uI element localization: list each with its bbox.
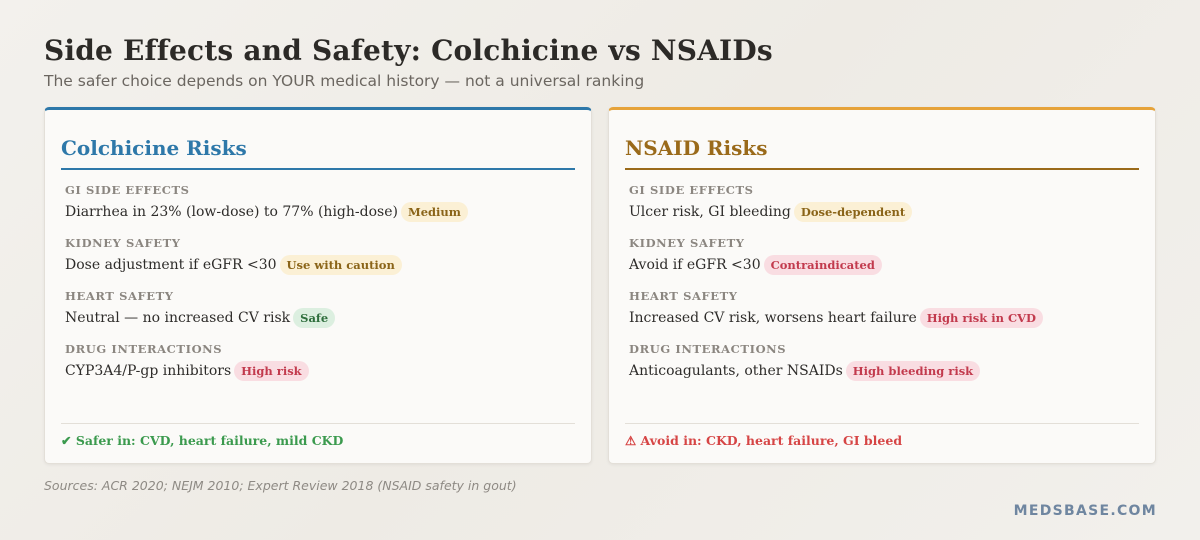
page-subtitle: The safer choice depends on YOUR medical history — not a universal ranking bbox=[44, 72, 645, 90]
nsaid-risks-card bbox=[608, 107, 1156, 464]
risk-section-gi bbox=[61, 183, 575, 223]
section-label: HEART SAFETY bbox=[629, 289, 738, 303]
section-text: Avoid if eGFR <30 bbox=[629, 257, 761, 273]
section-text: Anticoagulants, other NSAIDs bbox=[629, 363, 843, 379]
section-label: GI SIDE EFFECTS bbox=[629, 183, 754, 197]
section-text: Neutral — no increased CV risk bbox=[65, 310, 291, 326]
card-title: Colchicine Risks bbox=[61, 136, 575, 170]
risk-badge: Medium bbox=[401, 202, 468, 222]
section-label: KIDNEY SAFETY bbox=[65, 236, 181, 250]
risk-section-interactions bbox=[625, 342, 1139, 382]
section-row bbox=[65, 307, 575, 329]
risk-badge: High risk in CVD bbox=[920, 308, 1043, 328]
risk-badge: Contraindicated bbox=[764, 255, 882, 275]
brand-logo-text: MEDSBASE.COM bbox=[1013, 503, 1157, 519]
risk-section-kidney bbox=[625, 236, 1139, 276]
section-row bbox=[65, 201, 575, 223]
section-row bbox=[629, 360, 1139, 382]
section-row bbox=[629, 307, 1139, 329]
card-footer-summary: ⚠ Avoid in: CKD, heart failure, GI bleed bbox=[625, 423, 1139, 448]
risk-badge: High bleeding risk bbox=[846, 361, 980, 381]
section-text: Increased CV risk, worsens heart failure bbox=[629, 310, 917, 326]
risk-section-interactions bbox=[61, 342, 575, 382]
section-text: Diarrhea in 23% (low-dose) to 77% (high-dose) bbox=[65, 204, 398, 220]
risk-section-heart bbox=[61, 289, 575, 329]
risk-badge: Safe bbox=[293, 308, 335, 328]
section-text: Dose adjustment if eGFR <30 bbox=[65, 257, 277, 273]
colchicine-risks-card bbox=[44, 107, 592, 464]
section-label: KIDNEY SAFETY bbox=[629, 236, 745, 250]
section-row bbox=[629, 201, 1139, 223]
section-label: GI SIDE EFFECTS bbox=[65, 183, 190, 197]
page-title: Side Effects and Safety: Colchicine vs NSAIDs bbox=[44, 34, 773, 67]
risk-section-gi bbox=[625, 183, 1139, 223]
section-row bbox=[65, 254, 575, 276]
section-text: CYP3A4/P-gp inhibitors bbox=[65, 363, 232, 379]
sources-note: Sources: ACR 2020; NEJM 2010; Expert Review 2018 (NSAID safety in gout) bbox=[44, 478, 517, 493]
risk-badge: High risk bbox=[234, 361, 309, 381]
risk-section-kidney bbox=[61, 236, 575, 276]
section-label: DRUG INTERACTIONS bbox=[629, 342, 787, 356]
section-text: Ulcer risk, GI bleeding bbox=[629, 204, 791, 220]
risk-badge: Use with caution bbox=[280, 255, 402, 275]
risk-badge: Dose-dependent bbox=[794, 202, 912, 222]
section-label: HEART SAFETY bbox=[65, 289, 174, 303]
card-title: NSAID Risks bbox=[625, 136, 1139, 170]
section-label: DRUG INTERACTIONS bbox=[65, 342, 223, 356]
section-row bbox=[65, 360, 575, 382]
section-row bbox=[629, 254, 1139, 276]
card-footer-summary: ✔ Safer in: CVD, heart failure, mild CKD bbox=[61, 423, 575, 448]
risk-section-heart bbox=[625, 289, 1139, 329]
